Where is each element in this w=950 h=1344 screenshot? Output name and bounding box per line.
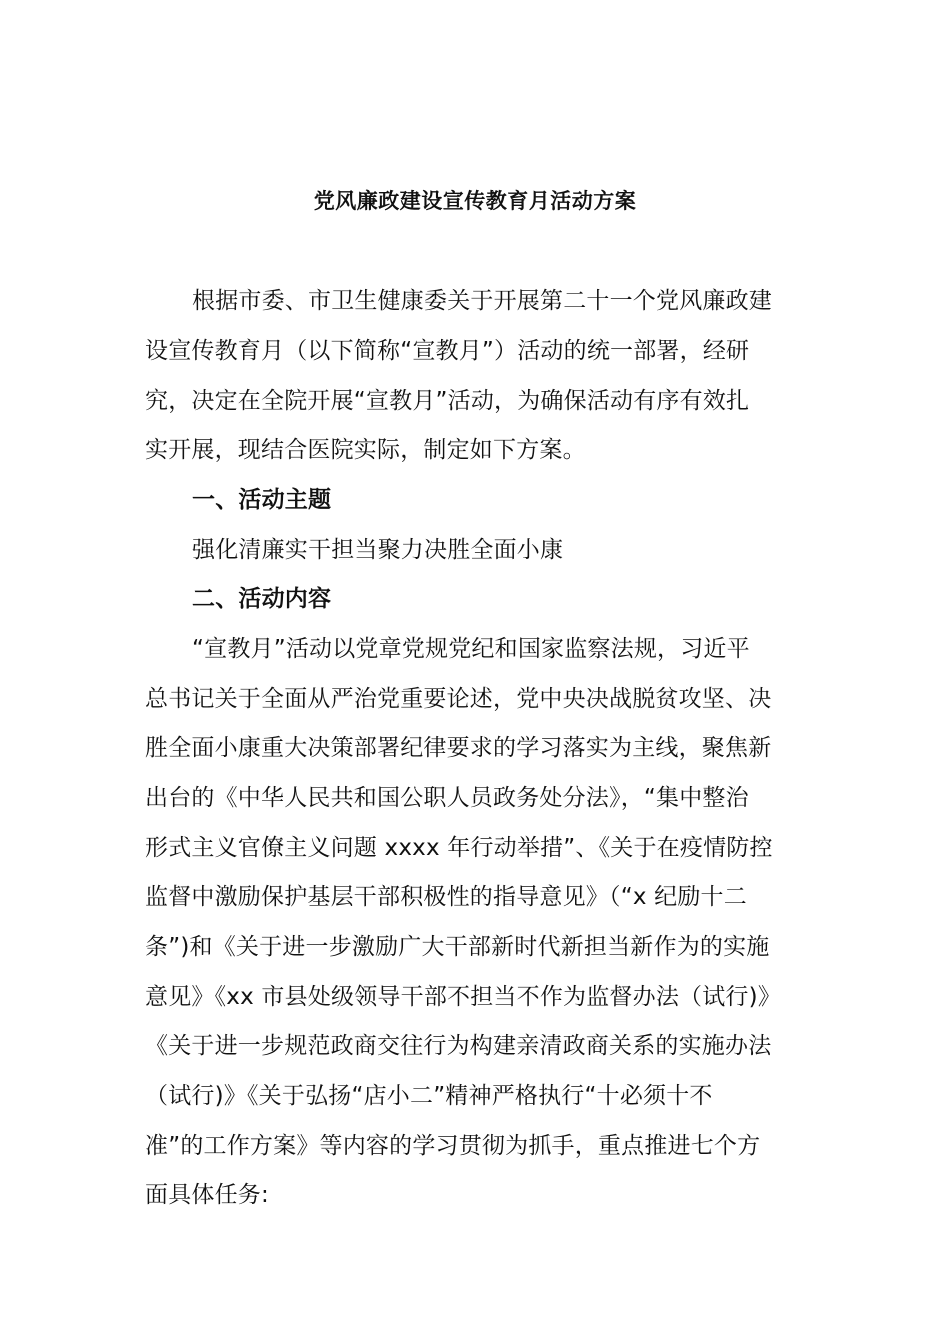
content-line: 条”)和《关于进一步激励广大干部新时代新担当新作为的实施 [145, 934, 770, 960]
content-line: 监督中激励保护基层干部积极性的指导意见》（“x 纪励十二 [145, 884, 747, 910]
content-line: （试行)》《关于弘扬“店小二”精神严格执行“十必须十不 [145, 1083, 713, 1109]
content-line: 出台的《中华人民共和国公职人员政务处分法》，“集中整治 [145, 785, 749, 811]
content-line: 《关于进一步规范政商交往行为构建亲清政商关系的实施办法 [145, 1033, 772, 1059]
content-line: 面具体任务: [145, 1182, 269, 1208]
content-line: 准”的工作方案》等内容的学习贯彻为抓手，重点推进七个方 [145, 1133, 761, 1159]
section-body-theme: 强化清廉实干担当聚力决胜全面小康 [192, 537, 564, 563]
intro-line: 根据市委、市卫生健康委关于开展第二十一个党风廉政建 [192, 288, 772, 314]
document-title: 党风廉政建设宣传教育月活动方案 [313, 189, 637, 213]
intro-line: 究，决定在全院开展“宣教月”活动，为确保活动有序有效扎 [145, 388, 750, 414]
content-line: “宣教月”活动以党章党规党纪和国家监察法规，习近平 [192, 636, 750, 662]
content-line: 意见》《xx 市县处级领导干部不担当不作为监督办法（试行)》 [145, 984, 782, 1010]
intro-line: 设宣传教育月（以下简称“宣教月”）活动的统一部署，经研 [145, 338, 750, 364]
content-line: 胜全面小康重大决策部署纪律要求的学习落实为主线，聚焦新 [145, 735, 772, 761]
section-heading-theme: 一、活动主题 [192, 487, 332, 513]
content-line: 形式主义官僚主义问题 xxxx 年行动举措”、《关于在疫情防控 [145, 835, 773, 861]
content-line: 总书记关于全面从严治党重要论述，党中央决战脱贫攻坚、决 [145, 686, 772, 712]
section-heading-content: 二、活动内容 [192, 586, 332, 612]
intro-line: 实开展，现结合医院实际，制定如下方案。 [145, 437, 586, 463]
